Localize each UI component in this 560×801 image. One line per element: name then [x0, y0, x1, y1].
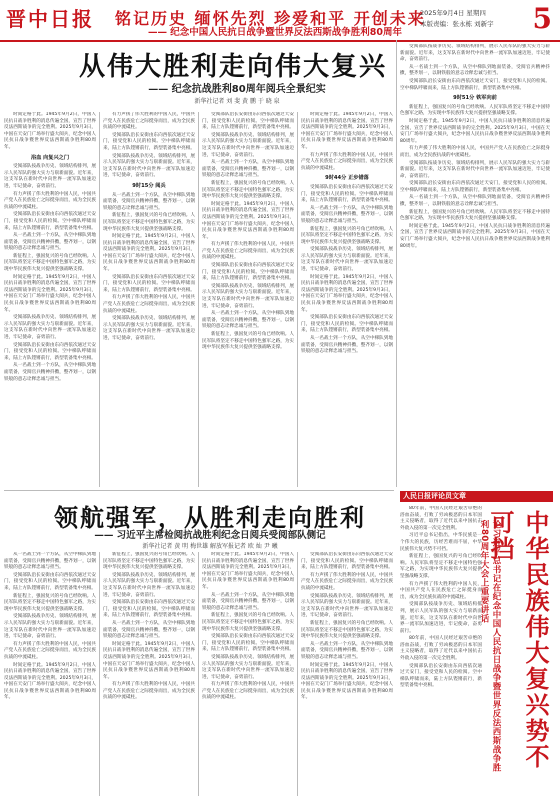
- dateline: 2025年9月4日 星期四: [420, 9, 486, 17]
- paragraph: 受阅部队沿长安街由东向西依次通过天安门，接受党和人民的检阅。空中梯队呼啸而来，陆上方队铿锵前行，新型装备集中亮相。: [400, 78, 550, 91]
- paragraph: 有力声援了伟大胜利的中国人民，中国共产党人在民族危亡之际挺身而出，成为全民族抗战的中流砥柱。: [202, 242, 294, 261]
- paragraph: 新征程上，强国复兴的号角已经吹响。人民军队将坚定不移走中国特色强军之路，为实现中华民族伟大复兴提供坚强战略支撑。: [103, 552, 195, 571]
- commentary-body: [400, 506, 482, 796]
- paragraph: 受阅部队沿长安街由东向西依次通过天安门，接受党和人民的检阅。空中梯队呼啸而来，陆上方队铿锵前行，新型装备集中亮相。: [103, 600, 195, 619]
- paragraph: 时间定格于此。1945年9月2日，中国人民抗日战争胜利的消息传遍全国，宣告了世界反法西斯战争的完全胜利。2025年9月3日，中国在天安门广场举行盛大阅兵，纪念中国人民抗日战争暨世界反法西斯战争胜利80周年。: [202, 201, 294, 240]
- paragraph: 新征程上，强国复兴的号角已经吹响。人民军队将坚定不移走中国特色强军之路，为实现中华民族伟大复兴提供坚强战略支撑。: [202, 613, 294, 632]
- paragraph: 受阅部队沿长安街由东向西依次通过天安门，接受党和人民的检阅。空中梯队呼啸而来，陆上方队铿锵前行，新型装备集中亮相。: [400, 181, 550, 193]
- paragraph: 有力声援了伟大胜利的中国人民，中国共产党人在民族危亡之际挺身而出，成为全民族抗战的中流砥柱。: [103, 295, 195, 314]
- paragraph: 新征程上，强国复兴的号角已经吹响。人民军队将坚定不移走中国特色强军之路，为实现中华民族伟大复兴提供坚强战略支撑。: [202, 180, 294, 200]
- paragraph: 80年前，中国人民经过艰苦卓绝的浴血奋战，打败了穷凶极恶的日本军国主义侵略者，取得了近代以来中国抗击外敌入侵的第一次完全胜利。: [400, 506, 482, 531]
- masthead-subtitle: —— 纪念中国人民抗日战争暨世界反法西斯战争胜利80周年: [148, 27, 403, 38]
- paragraph: 受阅部队沿长安街由东向西依次通过天安门，接受党和人民的检阅。空中梯队呼啸而来，陆上方队铿锵前行，新型装备集中亮相。: [202, 263, 294, 282]
- paragraph: 时间定格于此。1945年9月2日，中国人民抗日战争胜利的消息传遍全国，宣告了世界反法西斯战争的完全胜利。2025年9月3日，中国在天安门广场举行盛大阅兵，纪念中国人民抗日战争暨世界反法西斯战争胜利80周年。: [400, 118, 550, 144]
- section-heading: 9时51分 铁军向前: [453, 95, 497, 102]
- article2-column-2: [103, 552, 195, 796]
- article1-byline: 新华社记者 刘 斐 黄 鹏 于 晓 泉: [194, 98, 280, 105]
- paragraph: 受阅部队按战争历史、领域结构排列，展示人民军队的强大实力与崭新面貌。近年来，这支军队在新时代中向世界一流军队加速迈进，牢记使命，奋勇前行。: [4, 315, 96, 340]
- paragraph: 从一名战士到一个方队，从空中梯队到地面装备，受阅官兵精神抖擞，整齐划一，以钢铁般的意志诠释忠诚与担当。: [4, 552, 96, 571]
- paragraph: 时间定格于此。1945年9月2日，中国人民抗日战争胜利的消息传遍全国，宣告了世界反法西斯战争的完全胜利。2025年9月3日，中国在天安门广场举行盛大阅兵，纪念中国人民抗日战争暨世界反法西斯战争胜利80周年。: [4, 274, 96, 313]
- editor-credit: 本版责编：张永栋 刘新宇: [420, 20, 494, 28]
- article1-column-1: [4, 112, 96, 487]
- article1-column-4: [301, 112, 393, 487]
- paragraph: 从一名战士到一个方队，从空中梯队到地面装备，受阅官兵精神抖擞，整齐划一，以钢铁般的意志诠释忠诚与担当。: [4, 363, 96, 382]
- paragraph: 新征程上，强国复兴的号角已经吹响。人民军队将坚定不移走中国特色强军之路，为实现中华民族伟大复兴提供坚强战略支撑。: [400, 554, 482, 579]
- section-heading: 9时15分 阅兵: [132, 182, 166, 189]
- paragraph: 从一名战士到一个方队，从空中梯队到地面装备，受阅官兵精神抖擞，整齐划一，以钢铁般的意志诠释忠诚与担当。: [400, 195, 550, 208]
- paragraph: 时间定格于此。1945年9月2日，中国人民抗日战争胜利的消息传遍全国，宣告了世界反法西斯战争的完全胜利。2025年9月3日，中国在天安门广场举行盛大阅兵，纪念中国人民抗日战争暨世界反法西斯战争胜利80周年。: [301, 662, 393, 701]
- paragraph: 受阅部队沿长安街由东向西依次通过天安门，接受党和人民的检阅。空中梯队呼啸而来，陆上方队铿锵前行，新型装备集中亮相。: [4, 212, 96, 231]
- paragraph: 时间定格于此。1945年9月2日，中国人民抗日战争胜利的消息传遍全国，宣告了世界反法西斯战争的完全胜利。2025年9月3日，中国在天安门广场举行盛大阅兵，纪念中国人民抗日战争暨世界反法西斯战争胜利80周年。: [400, 223, 550, 249]
- paragraph: 有力声援了伟大胜利的中国人民，中国共产党人在民族危亡之际挺身而出，成为全民族抗战的中流砥柱。: [301, 152, 393, 171]
- paragraph: 受阅部队按战争历史、领域结构排列，展示人民军队的强大实力与崭新面貌。近年来，这支军队在新时代中向世界一流军队加速迈进，牢记使命，奋勇前行。: [4, 614, 96, 640]
- paragraph: 有力声援了伟大胜利的中国人民，中国共产党人在民族危亡之际挺身而出，成为全民族抗战的中流砥柱。: [400, 581, 482, 600]
- paragraph: 时间定格于此。1945年9月2日，中国人民抗日战争胜利的消息传遍全国，宣告了世界反法西斯战争的完全胜利。2025年9月3日，中国在天安门广场举行盛大阅兵，纪念中国人民抗日战争暨世界反法西斯战争胜利80周年。: [301, 112, 393, 150]
- paragraph: 新征程上，强国复兴的号角已经吹响。人民军队将坚定不移走中国特色强军之路，为实现中华民族伟大复兴提供坚强战略支撑。: [4, 253, 96, 273]
- paragraph: 受阅部队沿长安街由东向西依次通过天安门，接受党和人民的检阅。空中梯队呼啸而来，陆上方队铿锵前行，新型装备集中亮相。: [4, 572, 96, 591]
- paragraph: 新征程上，强国复兴的号角已经吹响。人民军队将坚定不移走中国特色强军之路，为实现中华民族伟大复兴提供坚强战略支撑。: [103, 213, 195, 232]
- paragraph: 习近平总书记指出，中华民族是一个伟大的民族，历经苦难而不屈，中华民族伟大复兴势不可挡。: [400, 533, 482, 552]
- paragraph: 有力声援了伟大胜利的中国人民，中国共产党人在民族危亡之际挺身而出，成为全民族抗战的中流砥柱。: [103, 682, 195, 701]
- paragraph: 受阅部队沿长安街由东向西依次通过天安门，接受党和人民的检阅。空中梯队呼啸而来，陆上方队铿锵前行，新型装备集中亮相。: [202, 634, 294, 653]
- paragraph: 新征程上，强国复兴的号角已经吹响。人民军队将坚定不移走中国特色强军之路，为实现中华民族伟大复兴提供坚强战略支撑。: [4, 593, 96, 612]
- paragraph: 受阅部队按战争历史、领域结构排列，展示人民军队的强大实力与崭新面貌。近年来，这支军队在新时代中向世界一流军队加速迈进，牢记使命，奋勇前行。: [301, 247, 393, 273]
- article2-column-4: [301, 552, 393, 796]
- column-divider: [99, 552, 100, 796]
- article1-column-5: [400, 44, 550, 487]
- paragraph: 从一名战士到一个方队，从空中梯队到地面装备，受阅官兵精神抖擞，整齐划一，以钢铁般的意志诠释忠诚与担当。: [202, 160, 294, 179]
- paragraph: 新征程上，强国复兴的号角已经吹响。人民军队将坚定不移走中国特色强军之路，为实现中华民族伟大复兴提供坚强战略支撑。: [400, 209, 550, 222]
- section-heading: 浴血 向复兴之门: [30, 154, 70, 161]
- paragraph: 受阅部队按战争历史、领域结构排列，展示人民军队的强大实力与崭新面貌。近年来，这支军队在新时代中向世界一流军队加速迈进，牢记使命，奋勇前行。: [103, 572, 195, 598]
- paragraph: 从一名战士到一个方队，从空中梯队到地面装备，受阅官兵精神抖擞，整齐划一，以钢铁般的意志诠释忠诚与担当。: [103, 620, 195, 640]
- paragraph: 新征程上，强国复兴的号角已经吹响。人民军队将坚定不移走中国特色强军之路，为实现中华民族伟大复兴提供坚强战略支撑。: [301, 226, 393, 245]
- paragraph: 80年前，中国人民经过艰苦卓绝的浴血奋战，打败了穷凶极恶的日本军国主义侵略者，取得了近代以来中国抗击外敌入侵的第一次完全胜利。: [400, 636, 482, 662]
- paragraph: 时间定格于此。1945年9月2日，中国人民抗日战争胜利的消息传遍全国，宣告了世界反法西斯战争的完全胜利。2025年9月3日，中国在天安门广场举行盛大阅兵，纪念中国人民抗日战争暨世界反法西斯战争胜利80周年。: [202, 552, 294, 590]
- paragraph: 有力声援了伟大胜利的中国人民，中国共产党人在民族危亡之际挺身而出，成为全民族抗战的中流砥柱。: [103, 112, 195, 131]
- column-divider: [198, 112, 199, 487]
- article2-byline: 新华社记者 黄 明 梅世雄 解放军报记者 欧 灿 尹 曦: [142, 543, 278, 550]
- article1-headline: 从伟大胜利走向伟大复兴: [78, 52, 387, 82]
- commentary-label: 人民日报评论员文章: [400, 491, 553, 502]
- paragraph: 受阅部队沿长安街由东向西依次通过天安门，接受党和人民的检阅。空中梯队呼啸而来，陆上方队铿锵前行，新型装备集中亮相。: [103, 274, 195, 293]
- paragraph: 有力声援了伟大胜利的中国人民，中国共产党人在民族危亡之际挺身而出，成为全民族抗战的中流砥柱。: [301, 572, 393, 591]
- paragraph: 从一名战士到一个方队，从空中梯队到地面装备，受阅官兵精神抖擞，整齐划一，以钢铁般的意志诠释忠诚与担当。: [202, 311, 294, 330]
- paragraph: 时间定格于此。1945年9月2日，中国人民抗日战争胜利的消息传遍全国，宣告了世界反法西斯战争的完全胜利。2025年9月3日，中国在天安门广场举行盛大阅兵，纪念中国人民抗日战争暨世界反法西斯战争胜利80周年。: [103, 234, 195, 273]
- paragraph: 受阅部队沿长安街由东向西依次通过天安门，接受党和人民的检阅。空中梯队呼啸而来，陆上方队铿锵前行，新型装备集中亮相。: [4, 342, 96, 361]
- paragraph: 受阅部队按战争历史、领域结构排列，展示人民军队的强大实力与崭新面貌。近年来，这支军队在新时代中向世界一流军队加速迈进，牢记使命，奋勇前行。: [301, 593, 393, 619]
- paragraph: 从一名战士到一个方队，从空中梯队到地面装备，受阅官兵精神抖擞，整齐划一，以钢铁般的意志诠释忠诚与担当。: [103, 192, 195, 211]
- paragraph: 受阅部队按战争历史、领域结构排列，展示人民军队的强大实力与崭新面貌。近年来，这支军队在新时代中向世界一流军队加速迈进，牢记使命，奋勇前行。: [400, 160, 550, 179]
- paragraph: 从一名战士到一个方队，从空中梯队到地面装备，受阅官兵精神抖擞，整齐划一，以钢铁般的意志诠释忠诚与担当。: [301, 205, 393, 224]
- paragraph: 受阅部队沿长安街由东向西依次通过天安门，接受党和人民的检阅。空中梯队呼啸而来，陆上方队铿锵前行，新型装备集中亮相。: [103, 132, 195, 151]
- paragraph: 受阅部队按战争历史、领域结构排列，展示人民军队的强大实力与崭新面貌。近年来，这支军队在新时代中向世界一流军队加速迈进，牢记使命，奋勇前行。: [4, 164, 96, 189]
- paragraph: 受阅部队按战争历史、领域结构排列，展示人民军队的强大实力与崭新面貌。近年来，这支军队在新时代中向世界一流军队加速迈进，牢记使命，奋勇前行。: [400, 44, 550, 63]
- paragraph: 从一名战士到一个方队，从空中梯队到地面装备，受阅官兵精神抖擞，整齐划一，以钢铁般的意志诠释忠诚与担当。: [4, 233, 96, 252]
- column-divider: [396, 40, 397, 487]
- paragraph: 从一名战士到一个方队，从空中梯队到地面装备，受阅官兵精神抖擞，整齐划一，以钢铁般的意志诠释忠诚与担当。: [202, 592, 294, 611]
- column-divider: [297, 112, 298, 487]
- paragraph: 从一名战士到一个方队，从空中梯队到地面装备，受阅官兵精神抖擞，整齐划一，以钢铁般的意志诠释忠诚与担当。: [400, 64, 550, 77]
- article1-column-3: [202, 112, 294, 487]
- section-heading: 9时44分 正步错落: [325, 175, 369, 182]
- paragraph: 从一名战士到一个方队，从空中梯队到地面装备，受阅官兵精神抖擞，整齐划一，以钢铁般的意志诠释忠诚与担当。: [301, 641, 393, 660]
- column-divider: [198, 552, 199, 796]
- article2-column-3: [202, 552, 294, 796]
- paragraph: 时间定格于此。1945年9月2日，中国人民抗日战争胜利的消息传遍全国，宣告了世界反法西斯战争的完全胜利。2025年9月3日，中国在天安门广场举行盛大阅兵，纪念中国人民抗日战争暨世界反法西斯战争胜利80周年。: [301, 274, 393, 313]
- newspaper-logo: 晋中日报: [6, 7, 94, 31]
- paragraph: 受阅部队沿长安街由东向西依次通过天安门，接受党和人民的检阅。空中梯队呼啸而来，陆上方队铿锵前行，新型装备集中亮相。: [400, 663, 482, 689]
- paragraph: 受阅部队按战争历史、领域结构排列，展示人民军队的强大实力与崭新面貌。近年来，这支军队在新时代中向世界一流军队加速迈进，牢记使命，奋勇前行。: [103, 153, 195, 179]
- paragraph: 新征程上，强国复兴的号角已经吹响。人民军队将坚定不移走中国特色强军之路，为实现中华民族伟大复兴提供坚强战略支撑。: [202, 332, 294, 351]
- page-number: 5: [532, 2, 552, 35]
- column-divider: [297, 552, 298, 796]
- article2-subheadline: —— 习近平主席检阅抗战胜利纪念日阅兵受阅部队侧记: [94, 530, 326, 541]
- paragraph: 有力声援了伟大胜利的中国人民，中国共产党人在民族危亡之际挺身而出，成为全民族抗战的中流砥柱。: [4, 191, 96, 210]
- article1-subheadline: —— 纪念抗战胜利80周年阅兵全景纪实: [148, 84, 326, 95]
- commentary-title: 中华民族伟大复兴势不可挡: [486, 510, 550, 770]
- paragraph: 受阅部队按战争历史、领域结构排列，展示人民军队的强大实力与崭新面貌。近年来，这支军队在新时代中向世界一流军队加速迈进，牢记使命，奋勇前行。: [103, 316, 195, 341]
- paragraph: 有力声援了伟大胜利的中国人民，中国共产党人在民族危亡之际挺身而出，成为全民族抗战的中流砥柱。: [4, 641, 96, 660]
- paragraph: 从一名战士到一个方队，从空中梯队到地面装备，受阅官兵精神抖擞，整齐划一，以钢铁般的意志诠释忠诚与担当。: [301, 336, 393, 355]
- article2-headline: 领航强军，从胜利走向胜利: [54, 503, 366, 532]
- section-divider: [4, 490, 394, 491]
- masthead: [0, 0, 560, 42]
- paragraph: 受阅部队沿长安街由东向西依次通过天安门，接受党和人民的检阅。空中梯队呼啸而来，陆上方队铿锵前行，新型装备集中亮相。: [301, 552, 393, 571]
- article1-column-2: [103, 112, 195, 487]
- paragraph: 时间定格于此。1945年9月2日，中国人民抗日战争胜利的消息传遍全国，宣告了世界反法西斯战争的完全胜利。2025年9月3日，中国在天安门广场举行盛大阅兵，纪念中国人民抗日战争暨世界反法西斯战争胜利80周年。: [4, 112, 96, 150]
- paragraph: 时间定格于此。1945年9月2日，中国人民抗日战争胜利的消息传遍全国，宣告了世界反法西斯战争的完全胜利。2025年9月3日，中国在天安门广场举行盛大阅兵，纪念中国人民抗日战争暨世界反法西斯战争胜利80周年。: [4, 662, 96, 701]
- paragraph: 受阅部队沿长安街由东向西依次通过天安门，接受党和人民的检阅。空中梯队呼啸而来，陆上方队铿锵前行，新型装备集中亮相。: [301, 184, 393, 204]
- paragraph: 受阅部队沿长安街由东向西依次通过天安门，接受党和人民的检阅。空中梯队呼啸而来，陆上方队铿锵前行，新型装备集中亮相。: [202, 112, 294, 131]
- commemorative-slogan: 铭记历史 缅怀先烈 珍爱和平 开创未来: [115, 9, 426, 28]
- paragraph: 受阅部队按战争历史、领域结构排列，展示人民军队的强大实力与崭新面貌。近年来，这支军队在新时代中向世界一流军队加速迈进，牢记使命，奋勇前行。: [400, 602, 482, 634]
- paragraph: 有力声援了伟大胜利的中国人民，中国共产党人在民族危亡之际挺身而出，成为全民族抗战的中流砥柱。: [400, 146, 550, 158]
- paragraph: 受阅部队按战争历史、领域结构排列，展示人民军队的强大实力与崭新面貌。近年来，这支军队在新时代中向世界一流军队加速迈进，牢记使命，奋勇前行。: [202, 654, 294, 680]
- article2-column-1: [4, 552, 96, 796]
- paragraph: 受阅部队按战争历史、领域结构排列，展示人民军队的强大实力与崭新面貌。近年来，这支军队在新时代中向世界一流军队加速迈进，牢记使命，奋勇前行。: [202, 132, 294, 158]
- column-divider: [99, 112, 100, 487]
- paragraph: 新征程上，强国复兴的号角已经吹响。人民军队将坚定不移走中国特色强军之路，为实现中华民族伟大复兴提供坚强战略支撑。: [400, 104, 550, 117]
- paragraph: 受阅部队沿长安街由东向西依次通过天安门，接受党和人民的检阅。空中梯队呼啸而来，陆上方队铿锵前行，新型装备集中亮相。: [301, 315, 393, 334]
- commentary-subtitle: 论习近平总书记在纪念中国人民抗日战争暨世界反法西斯战争胜利80周年大会上重要讲话: [479, 520, 501, 772]
- paragraph: 受阅部队按战争历史、领域结构排列，展示人民军队的强大实力与崭新面貌。近年来，这支军队在新时代中向世界一流军队加速迈进，牢记使命，奋勇前行。: [202, 283, 294, 309]
- paragraph: 新征程上，强国复兴的号角已经吹响。人民军队将坚定不移走中国特色强军之路，为实现中华民族伟大复兴提供坚强战略支撑。: [301, 620, 393, 640]
- paragraph: 有力声援了伟大胜利的中国人民，中国共产党人在民族危亡之际挺身而出，成为全民族抗战的中流砥柱。: [202, 682, 294, 701]
- paragraph: 时间定格于此。1945年9月2日，中国人民抗日战争胜利的消息传遍全国，宣告了世界反法西斯战争的完全胜利。2025年9月3日，中国在天安门广场举行盛大阅兵，纪念中国人民抗日战争暨世界反法西斯战争胜利80周年。: [103, 641, 195, 680]
